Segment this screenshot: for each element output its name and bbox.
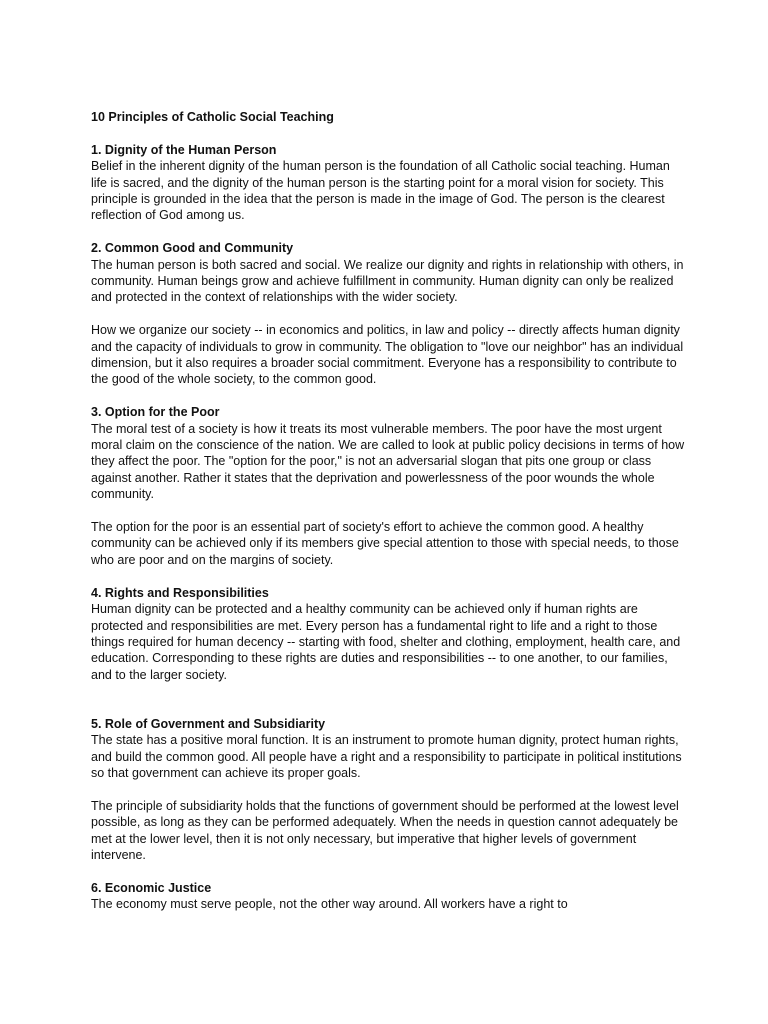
section-paragraph: The option for the poor is an essential part of society's effort to achieve the common good. A healthy community can be achieved only if its members give special attention to those with special needs, to those who are poor and on the margins of society. [91, 520, 679, 567]
section-heading: 5. Role of Government and Subsidiarity [91, 716, 326, 731]
section-rights-responsibilities [91, 585, 688, 683]
section-common-good [91, 240, 688, 388]
document-title: 10 Principles of Catholic Social Teaching [91, 110, 334, 124]
section-economic-justice [91, 880, 688, 913]
section-heading: 2. Common Good and Community [91, 241, 294, 256]
section-heading: 1. Dignity of the Human Person [91, 142, 277, 157]
section-paragraph: Human dignity can be protected and a healthy community can be achieved only if human rights are protected and responsibilities are met. Every person has a fundamental right to life and a right to those things required for human decency -- starting with food, shelter and clothing, employment, health care, and education. Corresponding to these rights are duties and responsibilities -- to one another, to our families, and to the larger society. [91, 602, 681, 682]
section-paragraph: The state has a positive moral function. It is an instrument to promote human dignity, protect human rights, and build the common good. All people have a right and a responsibility to participate in political institutions so that government can achieve its proper goals. [91, 733, 682, 781]
section-dignity [91, 142, 688, 224]
section-paragraph: The moral test of a society is how it treats its most vulnerable members. The poor have the most urgent moral claim on the conscience of the nation. We are called to look at public policy decisions in terms of how they affect the poor. The "option for the poor," is not an adversarial slogan that pits one group or class against another. Rather it states that the deprivation and powerlessness of the poor wounds the whole community. [91, 421, 685, 502]
section-paragraph: The economy must serve people, not the other way around. All workers have a right to [91, 897, 568, 912]
section-heading: 3. Option for the Poor [91, 405, 220, 420]
section-paragraph: The principle of subsidiarity holds that the functions of government should be performed at the lowest level possible, as long as they can be performed adequately. When the needs in question cannot adequately be met at the lower level, then it is not only necessary, but imperative that higher levels of government intervene. [91, 798, 679, 863]
section-paragraph: The human person is both sacred and social. We realize our dignity and rights in relationship with others, in community. Human beings grow and achieve fulfillment in community. Human dignity can only be realized and protected in the context of relationships with the wider society. [91, 257, 684, 305]
section-heading: 4. Rights and Responsibilities [91, 585, 269, 600]
section-heading: 6. Economic Justice [91, 880, 212, 895]
section-paragraph: Belief in the inherent dignity of the human person is the foundation of all Catholic social teaching. Human life is sacred, and the dignity of the human person is the starting point for a moral vision for society. This principle is grounded in the idea that the person is made in the image of God. The person is the clearest reflection of God among us. [91, 159, 670, 223]
section-option-for-poor [91, 404, 688, 568]
section-government-subsidiarity [91, 716, 688, 864]
section-paragraph: How we organize our society -- in economics and politics, in law and policy -- directly affects human dignity and the capacity of individuals to grow in community. The obligation to "love our neighbor" has an individual dimension, but it also requires a broader social commitment. Everyone has a responsibility to contribute to the good of the whole society, to the common good. [91, 323, 684, 387]
